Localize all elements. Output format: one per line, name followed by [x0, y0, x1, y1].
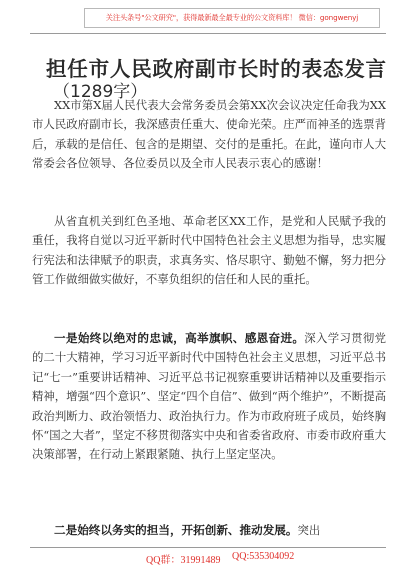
footer-divider	[30, 547, 386, 548]
paragraph-text: 从省直机关到红色圣地、革命老区XX工作，是党和人民赋予我的重任，我将自觉以习近平新时代中国特色社会主义思想为指导，忠实履行宪法和法律赋予的职责，求真务实、恪尽职守、勤勉不懈，努力把分管工作做细做实做好，不辜负组织的信任和人民的重托。	[32, 214, 386, 287]
paragraph-3	[32, 329, 386, 465]
paragraph-1	[32, 96, 386, 174]
header-notice: 关注头条号"公文研究"，获得最新最全最专业的公文资料库！ 微信：gongwenyj	[84, 8, 380, 28]
word-count: （1289字）	[53, 82, 148, 102]
header-divider	[30, 33, 386, 34]
paragraph-text: XX市第X届人民代表大会常务委员会第XX次会议决定任命我为XX市人民政府副市长，我深感责任重大、使命光荣。庄严而神圣的选票背后，承载的是信任、包含的是期望、交付的是重托。在此，谨向市人大常委会各位领导、各位委员以及全市人民表示衷心的感谢！	[32, 98, 386, 171]
paragraph-2	[32, 212, 386, 290]
paragraph-text: 深入学习贯彻党的二十大精神，学习习近平新时代中国特色社会主义思想，习近平总书记“七一”重要讲话精神、习近平总书记视察重要讲话精神以及重要指示精神，增强“四个意识”、坚定“四个自信”、做到“两个维护”，不断提高政治判断力、政治领悟力、政治执行力。作为市政府班子成员，始终胸怀“国之大者”，坚定不移贯彻落实中央和省委省政府、市委市政府重大决策部署，在行动上紧跟紧随、执行上坚定坚决。	[32, 331, 386, 462]
document-title: 担任市人民政府副市长时的表态发言	[46, 57, 387, 81]
paragraph-lead: 一是始终以绝对的忠诚，高举旗帜、感恩奋进。	[54, 331, 305, 345]
paragraph-4	[32, 521, 386, 540]
qq-number: QQ:535304092	[232, 551, 295, 562]
qq-group: QQ群：31991489	[146, 555, 221, 566]
paragraph-text: 突出	[297, 523, 321, 537]
paragraph-lead: 二是始终以务实的担当，开拓创新、推动发展。	[54, 523, 298, 537]
